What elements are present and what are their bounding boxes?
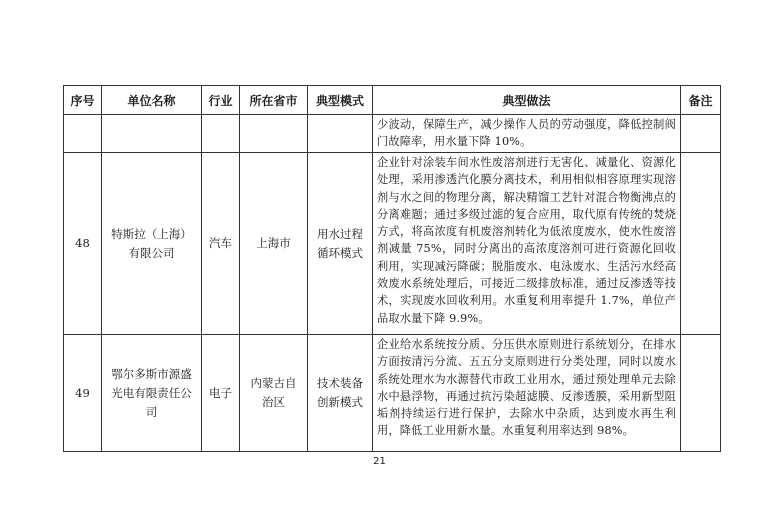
cell-industry: 汽车 bbox=[202, 153, 240, 335]
cell-location: 内蒙古自治区 bbox=[240, 335, 308, 452]
cell-empty bbox=[202, 115, 240, 153]
table-header-row bbox=[64, 86, 721, 115]
cell-empty bbox=[64, 115, 102, 153]
header-mode: 典型模式 bbox=[308, 86, 373, 115]
typical-practice-table bbox=[63, 85, 721, 452]
header-note: 备注 bbox=[681, 86, 721, 115]
cell-empty bbox=[102, 115, 202, 153]
table-row bbox=[64, 153, 721, 335]
header-practice: 典型做法 bbox=[373, 86, 681, 115]
cell-note bbox=[681, 335, 721, 452]
cell-no: 48 bbox=[64, 153, 102, 335]
cell-empty bbox=[308, 115, 373, 153]
cell-empty bbox=[240, 115, 308, 153]
table-row-continuation bbox=[64, 115, 721, 153]
header-location: 所在省市 bbox=[240, 86, 308, 115]
top-margin bbox=[63, 0, 720, 85]
cell-mode: 技术装备创新模式 bbox=[308, 335, 373, 452]
page-number: 21 bbox=[373, 456, 386, 467]
cell-practice: 企业针对涂装车间水性废溶剂进行无害化、减量化、资源化处理，采用渗透汽化膜分离技术，利用相似相容原理实现溶剂与水之间的物理分离，解决精馏工艺针对混合物衡沸点的分离难题；通过多级过滤的复合应用，取代原有传统的焚烧方式，将高浓度有机废溶剂转化为低浓度废水，使水性废溶剂减量 75%，同时分离出的高浓度溶剂可进行资源化回收利用，实现减污降碳；脱脂废水、电泳废水、生活污水经高效废水系统处理后，可接近二级排放标准，通过反渗透等技术，实现废水回收利用。水重复利用率提升 1.7%，单位产品取水量下降 9.9%。 bbox=[373, 153, 681, 335]
cell-practice-continuation: 少波动，保障生产，减少操作人员的劳动强度，降低控制阀门故障率，用水量下降 10%。 bbox=[373, 115, 681, 153]
cell-company: 鄂尔多斯市源盛光电有限责任公司 bbox=[102, 335, 202, 452]
cell-location: 上海市 bbox=[240, 153, 308, 335]
cell-no: 49 bbox=[64, 335, 102, 452]
cell-practice: 企业给水系统按分质、分压供水原则进行系统划分，在排水方面按清污分流、五五分支原则进行分类处理，同时以废水系统处理水为水源替代市政工业用水，通过预处理单元去除水中悬浮物，再通过抗污染超滤膜、反渗透膜，采用新型阻垢剂持续运行进行保护，去除水中杂质，达到废水再生利用，降低工业用新水量。水重复利用率达到 98%。 bbox=[373, 335, 681, 452]
cell-company: 特斯拉（上海）有限公司 bbox=[102, 153, 202, 335]
header-no: 序号 bbox=[64, 86, 102, 115]
header-industry: 行业 bbox=[202, 86, 240, 115]
table-row bbox=[64, 335, 721, 452]
cell-mode: 用水过程循环模式 bbox=[308, 153, 373, 335]
cell-industry: 电子 bbox=[202, 335, 240, 452]
header-company: 单位名称 bbox=[102, 86, 202, 115]
cell-empty bbox=[681, 115, 721, 153]
cell-note bbox=[681, 153, 721, 335]
